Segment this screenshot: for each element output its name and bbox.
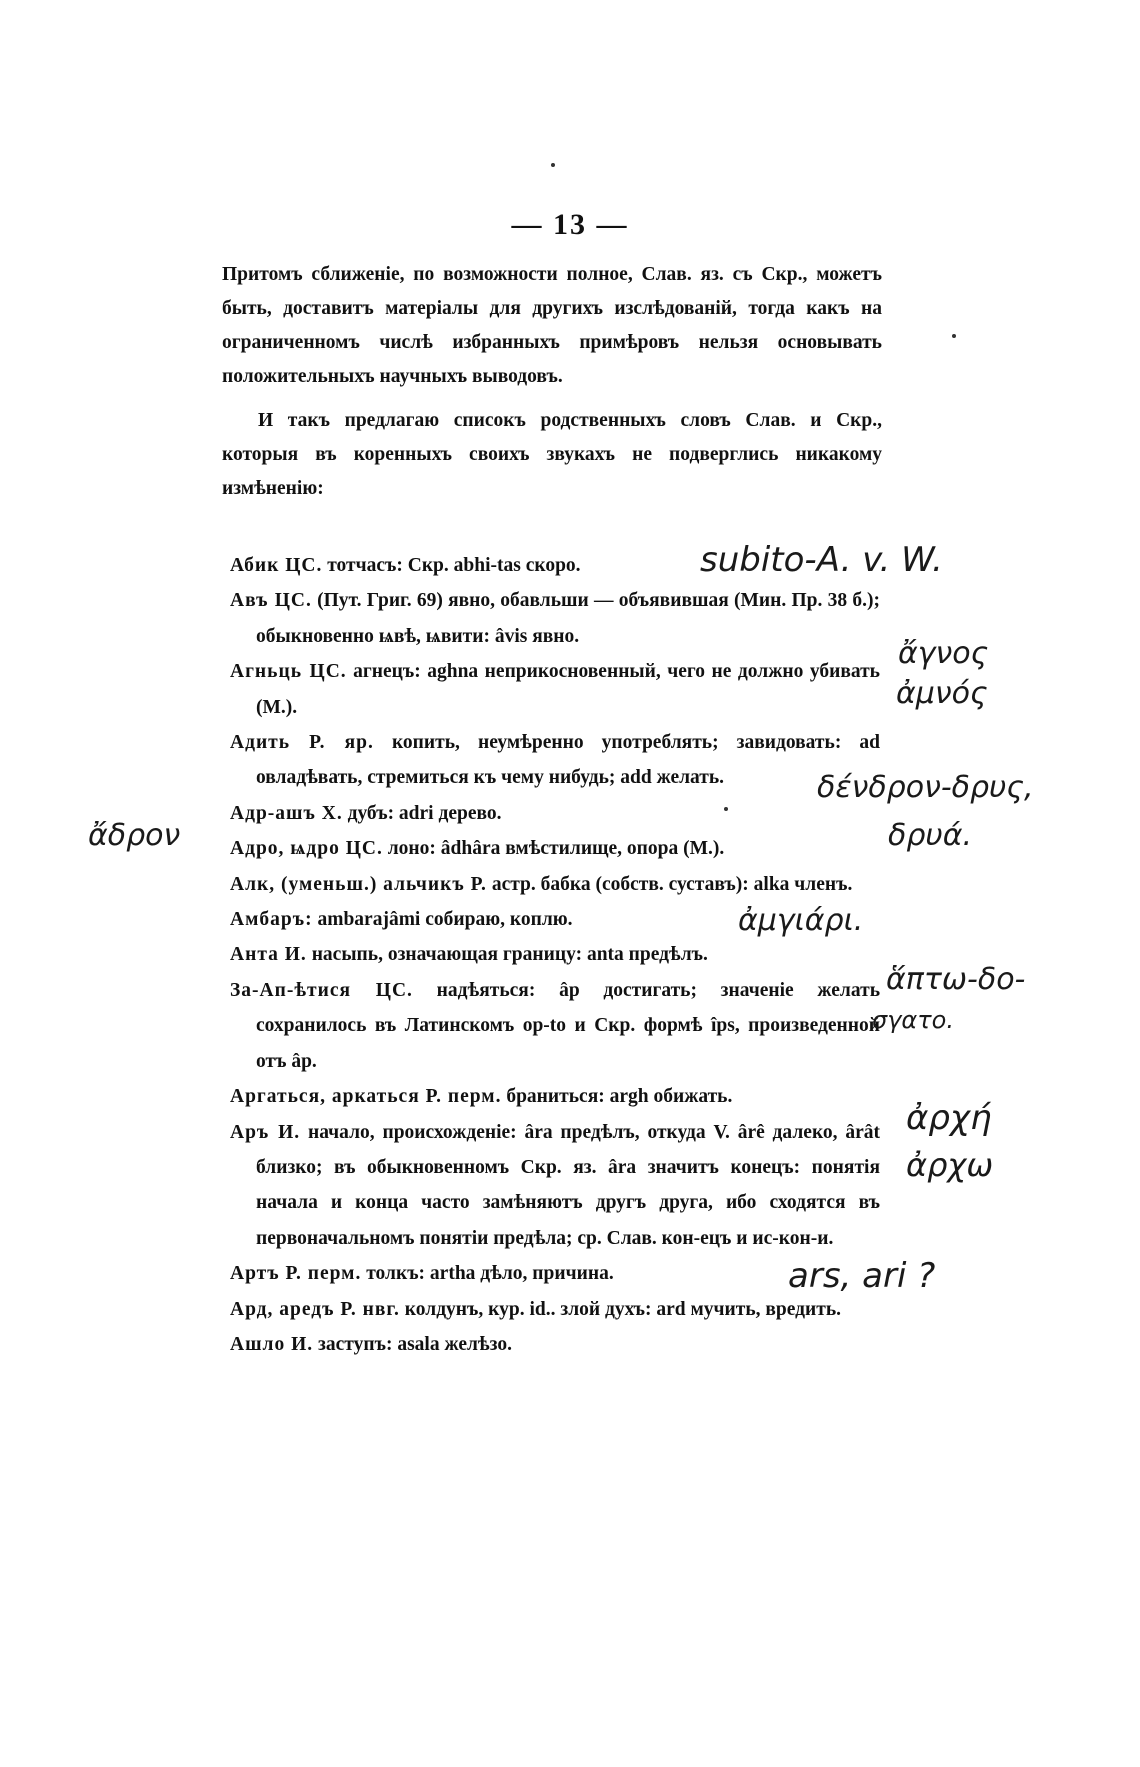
entry-text: насыпь, означающая границу: anta предѣлъ. — [311, 944, 708, 966]
entry-head: Адро, ѩдро ЦС. — [230, 838, 383, 860]
entry-text: толкъ: artha дѣло, причина. — [366, 1263, 614, 1285]
entry-text: браниться: argh обижать. — [506, 1086, 733, 1108]
entry-head: Адить Р. яр. — [230, 732, 374, 754]
handwritten-note-amnos: ἀμνός — [896, 676, 988, 711]
list-item — [230, 1079, 880, 1114]
list-item — [230, 867, 880, 902]
entry-text: тотчасъ: Скр. abhi-tas скоро. — [327, 555, 581, 576]
handwritten-note-subito: subito-A. v. W. — [700, 540, 943, 580]
entry-text: заступъ: asala желѣзо. — [318, 1333, 512, 1355]
entry-text: надѣяться: âp достигать; значеніе желать сохранилось въ Латинскомъ op-to и Скр. формѣ îps, произведенной отъ âp. — [256, 979, 881, 1072]
handwritten-note-archo: ἀρχω — [906, 1146, 994, 1184]
entry-head: Адр-ашъ Х. — [230, 802, 343, 824]
entry-head: Алк, (уменьш.) альчикъ Р. — [230, 873, 487, 895]
entry-text: агнецъ: aghna неприкосновенный, чего не должно убивать (М.). — [256, 661, 880, 718]
handwritten-note-drya: δρυά. — [888, 818, 973, 853]
entry-head: За-Ап-ѣтися ЦС. — [230, 979, 413, 1001]
entry-head: Аргаться, аркаться Р. перм. — [230, 1086, 502, 1108]
intro-text — [222, 258, 882, 506]
handwritten-note-dendron: δένδρον-δρυς, — [817, 770, 1034, 805]
list-item — [230, 583, 880, 654]
list-item — [230, 973, 880, 1079]
entry-head: Ашло И. — [230, 1333, 314, 1355]
entry-text: копить, неумѣренно употреблять; завидовать: ad овладѣвать, стремиться къ чему нибудь; add желать. — [256, 732, 880, 789]
ink-speck — [551, 163, 555, 167]
entry-text: (Пут. Григ. 69) явно, обавльши — объявившая (Мин. Пр. 38 б.); обыкновенно ѩвѣ, ѩвити: âvis явно. — [256, 590, 880, 647]
word-list — [230, 548, 880, 1362]
entry-text: лоно: âdhâra вмѣстилище, опора (М.). — [387, 838, 725, 860]
list-item — [230, 937, 880, 972]
page-number: — 13 — — [511, 208, 629, 241]
entry-text: колдунъ, кур. id.. злой духъ: ard мучить, вредить. — [404, 1298, 842, 1320]
entry-head: Артъ Р. перм. — [230, 1263, 362, 1285]
handwritten-note-adron: ἄδρον — [88, 818, 181, 853]
ink-speck — [952, 334, 956, 338]
handwritten-note-agnos: ἄγνος — [898, 636, 989, 671]
handwritten-note-apto: ἅπτω-δο- — [886, 962, 1026, 997]
entry-head: Анта И. — [230, 944, 307, 966]
entry-text: начало, происхожденіе: âra предѣлъ, откуда V. ârê далеко, ârât близко; въ обыкновенномъ Скр. яз. âra значитъ конецъ: понятія начала и конца часто замѣняютъ другъ друга, ибо сходятся въ первоначальномъ понятіи предѣла; ср. Слав. кон-ецъ и ис-кон-и. — [256, 1121, 881, 1249]
list-item — [230, 654, 880, 725]
list-item — [230, 725, 880, 796]
paragraph-2: И такъ предлагаю списокъ родственныхъ словъ Слав. и Скр., которыя въ коренныхъ своихъ звукахъ не подверглись никакому измѣненію: — [222, 410, 882, 499]
list-item — [230, 831, 880, 866]
handwritten-note-amgiari: ἀμγιάρι. — [738, 903, 864, 938]
entry-text: дубъ: adri дерево. — [347, 802, 502, 824]
list-item — [230, 1327, 880, 1362]
list-item — [230, 1256, 880, 1291]
entry-head: Агньць ЦС. — [230, 661, 347, 683]
entry-head: Ард, аредъ Р. нвг. — [230, 1298, 400, 1320]
entry-text: ambarajâmi собираю, коплю. — [317, 909, 573, 931]
paragraph-1: Притомъ сближеніе, по возможности полное, Слав. яз. съ Скр., можетъ быть, доставитъ матеріалы для другихъ изслѣдованій, тогда какъ на ограниченномъ числѣ избранныхъ примѣровъ нельзя основывать положительныхъ научныхъ выводовъ. — [222, 264, 882, 387]
entry-head: Абик ЦС. — [230, 555, 323, 576]
handwritten-note-arche: ἀρχή — [906, 1098, 992, 1138]
handwritten-note-sgato: σγατο. — [872, 1006, 954, 1034]
list-item — [230, 1292, 880, 1327]
entry-text: астр. бабка (собств. суставъ): alka членъ. — [491, 873, 853, 895]
entry-head: Авъ ЦС. — [230, 590, 312, 612]
list-item — [230, 1115, 880, 1257]
entry-head: Аръ И. — [230, 1121, 301, 1143]
list-item — [230, 796, 880, 831]
ink-speck — [724, 807, 728, 811]
entry-head: Амбаръ: — [230, 909, 313, 931]
handwritten-note-ars: ars, ari ? — [788, 1256, 936, 1296]
